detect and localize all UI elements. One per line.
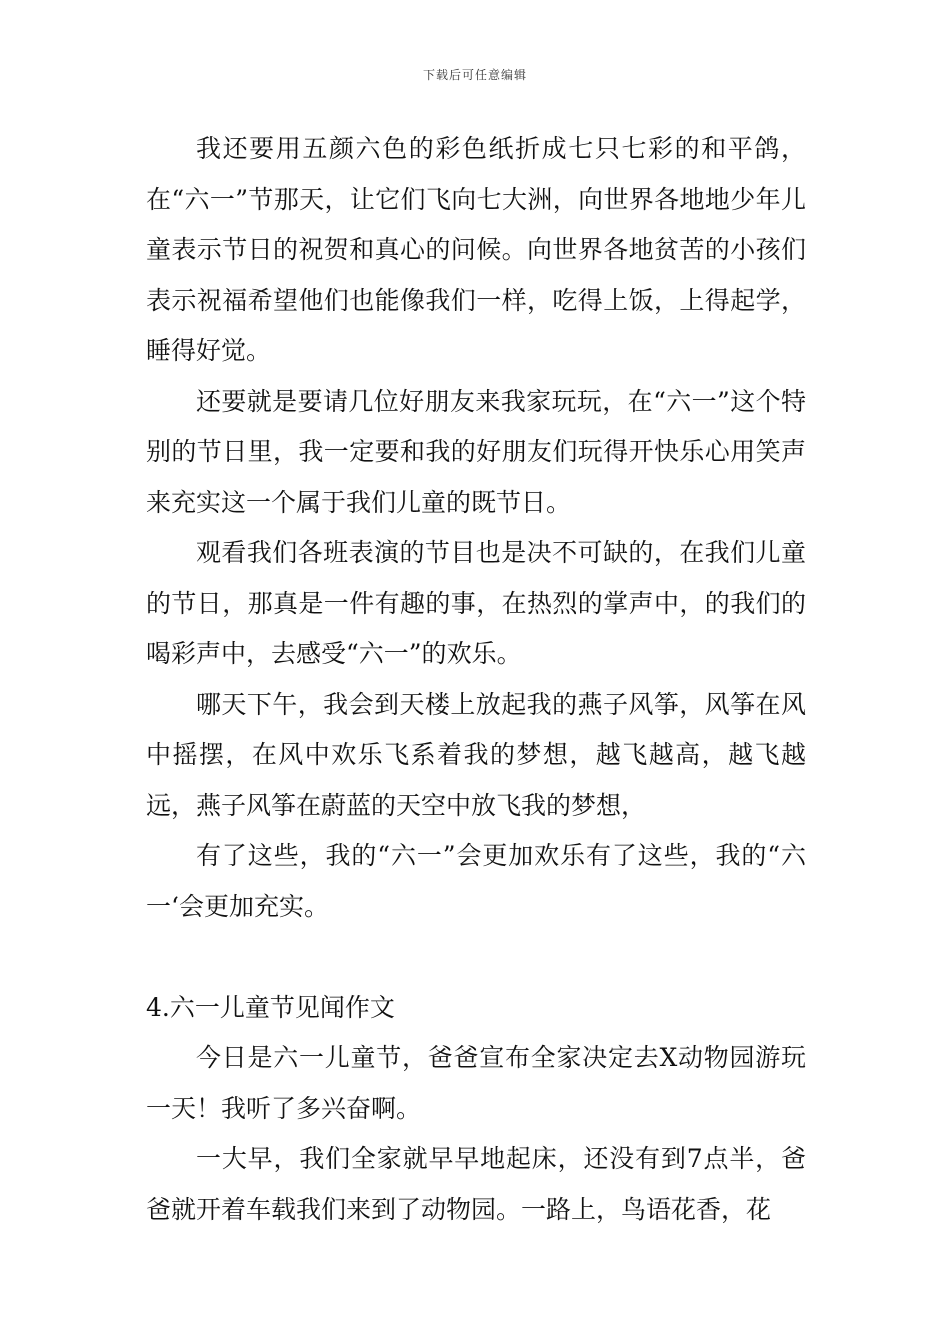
paragraph-friends: 还要就是要请几位好朋友来我家玩玩，在“六一”这个特别的节日里，我一定要和我的好朋友们玩得开快乐心用笑声来充实这一个属于我们儿童的既节日。 — [146, 386, 806, 517]
paragraph-morning-trip: 一大早，我们全家就早早地起床，还没有到7点半，爸爸就开着车载我们来到了动物园。一路上，鸟语花香，花 — [146, 1144, 806, 1224]
paragraph-kite: 哪天下午，我会到天楼上放起我的燕子风筝，风筝在风中摇摆，在风中欢乐飞系着我的梦想，越飞越高，越飞越远，燕子风筝在蔚蓝的天空中放飞我的梦想， — [146, 689, 806, 820]
section-heading: 4.六一儿童节见闻作文 — [146, 992, 395, 1022]
paragraph-zoo-plan: 今日是六一儿童节，爸爸宣布全家决定去X动物园游玩一天！我听了多兴奋啊。 — [146, 1043, 806, 1123]
section-gap — [146, 932, 806, 983]
page-header: 下载后可任意编辑 — [422, 68, 527, 82]
paragraph-peace-doves: 我还要用五颜六色的彩色纸折成七只七彩的和平鸽，在“六一”节那天，让它们飞向七大洲，向世界各地地少年儿童表示节日的祝贺和真心的问候。向世界各地贫苦的小孩们表示祝福希望他们也能像我们一样，吃得上饭，上得起学，睡得好觉。 — [146, 134, 806, 365]
paragraph-performances: 观看我们各班表演的节目也是决不可缺的，在我们儿童的节日，那真是一件有趣的事，在热烈的掌声中，的我们的喝彩声中，去感受“六一”的欢乐。 — [146, 538, 806, 668]
document-body — [146, 124, 806, 1235]
paragraph-conclusion: 有了这些，我的“六一”会更加欢乐有了这些，我的“六一‘会更加充实。 — [146, 841, 806, 921]
